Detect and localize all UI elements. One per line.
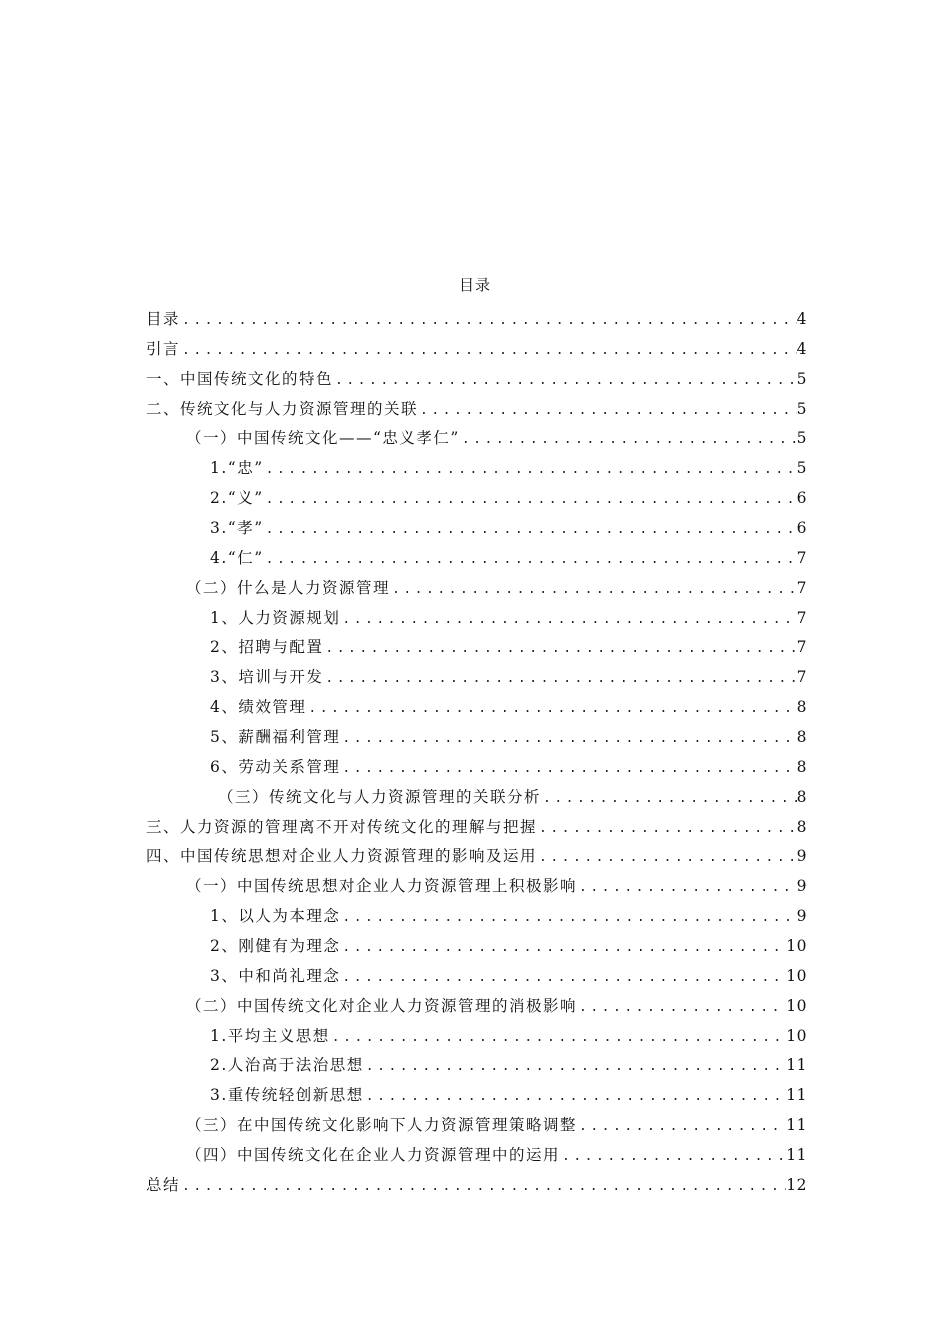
toc-entry-page-number: 10 [786, 937, 807, 956]
toc-dot-leader [340, 903, 796, 933]
toc-entry-page-number: 5 [796, 429, 807, 448]
toc-entry[interactable] [146, 1051, 807, 1081]
toc-entry-page-number: 5 [796, 369, 807, 388]
toc-entry-page-number: 11 [786, 1116, 807, 1135]
toc-entry[interactable] [146, 663, 807, 693]
toc-entry-title: 四、中国传统思想对企业人力资源管理的影响及运用 [146, 847, 538, 866]
toc-entry-page-number: 10 [786, 966, 807, 985]
toc-dot-leader [264, 515, 797, 545]
toc-entry[interactable] [146, 604, 807, 634]
toc-dot-leader [180, 1172, 786, 1202]
toc-entry[interactable] [146, 842, 807, 872]
toc-dot-leader [390, 575, 797, 605]
toc-entry-title: 2、刚健有为理念 [210, 937, 341, 956]
toc-dot-leader [340, 933, 786, 963]
toc-dot-leader [577, 873, 797, 903]
toc-entry[interactable] [146, 335, 807, 365]
toc-dot-leader [180, 336, 797, 366]
toc-entry[interactable] [146, 574, 807, 604]
toc-entry[interactable] [146, 723, 807, 753]
toc-entry[interactable] [146, 544, 807, 574]
toc-entry[interactable] [146, 454, 807, 484]
toc-dot-leader [577, 1112, 786, 1142]
toc-entry-title: 引言 [146, 339, 181, 358]
toc-dot-leader [460, 425, 797, 455]
toc-entry[interactable] [146, 1022, 807, 1052]
toc-entry-title: 3.“孝” [210, 519, 264, 538]
toc-entry-page-number: 10 [786, 1026, 807, 1045]
toc-entry-title: 总结 [146, 1175, 181, 1194]
toc-entry-page-number: 8 [796, 757, 807, 776]
toc-entry-title: 二、传统文化与人力资源管理的关联 [146, 399, 419, 418]
toc-entry-page-number: 11 [786, 1056, 807, 1075]
toc-dot-leader [340, 605, 796, 635]
toc-entry[interactable] [146, 962, 807, 992]
toc-entry[interactable] [146, 633, 807, 663]
toc-entry-title: 3、中和尚礼理念 [210, 966, 341, 985]
toc-entry-title: 1、人力资源规划 [210, 608, 341, 627]
toc-dot-leader [537, 843, 797, 873]
toc-dot-leader [560, 1142, 786, 1172]
toc-dot-leader [340, 724, 796, 754]
toc-entry-title: 5、薪酬福利管理 [210, 728, 341, 747]
toc-entry-title: （三）传统文化与人力资源管理的关联分析 [218, 787, 542, 806]
toc-entry[interactable] [146, 514, 807, 544]
toc-dot-leader [264, 485, 797, 515]
toc-entry-title: 1.平均主义思想 [210, 1026, 330, 1045]
toc-entry-page-number: 8 [796, 728, 807, 747]
toc-entry-page-number: 6 [796, 489, 807, 508]
toc-entry[interactable] [146, 992, 807, 1022]
toc-entry-title: （二）中国传统文化对企业人力资源管理的消极影响 [186, 996, 578, 1015]
toc-entry[interactable] [146, 932, 807, 962]
toc-entry-page-number: 6 [796, 519, 807, 538]
toc-dot-leader [340, 754, 796, 784]
toc-dot-leader [364, 1082, 786, 1112]
toc-entry-page-number: 8 [796, 787, 807, 806]
toc-entry-page-number: 11 [786, 1086, 807, 1105]
toc-entry-title: 1、以人为本理念 [210, 907, 341, 926]
toc-entry-page-number: 5 [796, 399, 807, 418]
toc-entry[interactable] [146, 753, 807, 783]
toc-dot-leader [264, 545, 797, 575]
toc-entry-page-number: 7 [796, 668, 807, 687]
toc-entry-page-number: 5 [796, 459, 807, 478]
toc-entry[interactable] [146, 902, 807, 932]
toc-entry-page-number: 4 [796, 310, 807, 328]
toc-entry[interactable] [146, 693, 807, 723]
toc-entry-title: 3、培训与开发 [210, 668, 324, 687]
toc-entry-title: （三）在中国传统文化影响下人力资源管理策略调整 [186, 1116, 578, 1135]
toc-dot-leader [364, 1052, 786, 1082]
toc-entry[interactable] [146, 783, 807, 813]
toc-entry-title: 一、中国传统文化的特色 [146, 369, 334, 388]
toc-entry[interactable] [146, 365, 807, 395]
toc-dot-leader [323, 664, 796, 694]
toc-entry-title: 1.“忠” [210, 459, 264, 478]
toc-entry[interactable] [146, 813, 807, 843]
toc-entry-title: 4.“仁” [210, 548, 264, 567]
toc-entry-page-number: 7 [796, 608, 807, 627]
toc-entry-title: （一）中国传统思想对企业人力资源管理上积极影响 [186, 877, 578, 896]
toc-entry-page-number: 8 [796, 698, 807, 717]
toc-entry-page-number: 7 [796, 548, 807, 567]
toc-entry-page-number: 10 [786, 996, 807, 1015]
toc-dot-leader [264, 455, 797, 485]
toc-dot-leader [323, 634, 796, 664]
toc-entry-page-number: 12 [786, 1175, 807, 1194]
toc-entry-page-number: 9 [796, 907, 807, 926]
toc-entry[interactable] [146, 1171, 807, 1201]
toc-dot-leader [340, 963, 786, 993]
toc-entry[interactable] [146, 872, 807, 902]
toc-entry-page-number: 7 [796, 638, 807, 657]
toc-entry-title: 目录 [146, 310, 181, 328]
toc-dot-leader [541, 784, 797, 814]
toc-entry[interactable] [146, 395, 807, 425]
toc-dot-leader [577, 993, 786, 1023]
toc-entry-page-number: 9 [796, 877, 807, 896]
toc-heading: 目录 [458, 276, 491, 294]
toc-entry-page-number: 8 [796, 817, 807, 836]
toc-entry-title: （四）中国传统文化在企业人力资源管理中的运用 [186, 1146, 561, 1165]
toc-entry[interactable] [146, 1141, 807, 1171]
toc-entry-title: （一）中国传统文化——“忠义孝仁” [186, 429, 460, 448]
toc-entry-title: 4、绩效管理 [210, 698, 307, 717]
toc-dot-leader [306, 694, 796, 724]
toc-entry-page-number: 7 [796, 578, 807, 597]
toc-dot-leader [537, 814, 797, 844]
toc-entry-title: 三、人力资源的管理离不开对传统文化的理解与把握 [146, 817, 538, 836]
toc-entry-title: 2.“义” [210, 489, 264, 508]
toc-entry-page-number: 9 [796, 847, 807, 866]
toc-dot-leader [333, 366, 797, 396]
toc-entry[interactable] [146, 1111, 807, 1141]
toc-entry-page-number: 4 [796, 339, 807, 358]
toc-dot-leader [330, 1023, 786, 1053]
toc-entry-title: （二）什么是人力资源管理 [186, 578, 391, 597]
toc-entry[interactable] [146, 484, 807, 514]
table-of-contents [146, 305, 807, 1201]
toc-entry-page-number: 11 [786, 1146, 807, 1165]
toc-dot-leader [418, 396, 797, 426]
toc-entry[interactable] [146, 1081, 807, 1111]
toc-entry-title: 3.重传统轻创新思想 [210, 1086, 364, 1105]
toc-dot-leader [180, 306, 797, 336]
toc-entry[interactable] [146, 424, 807, 454]
toc-entry-title: 6、劳动关系管理 [210, 757, 341, 776]
toc-entry[interactable] [146, 305, 807, 335]
toc-entry-title: 2.人治高于法治思想 [210, 1056, 364, 1075]
toc-entry-title: 2、招聘与配置 [210, 638, 324, 657]
